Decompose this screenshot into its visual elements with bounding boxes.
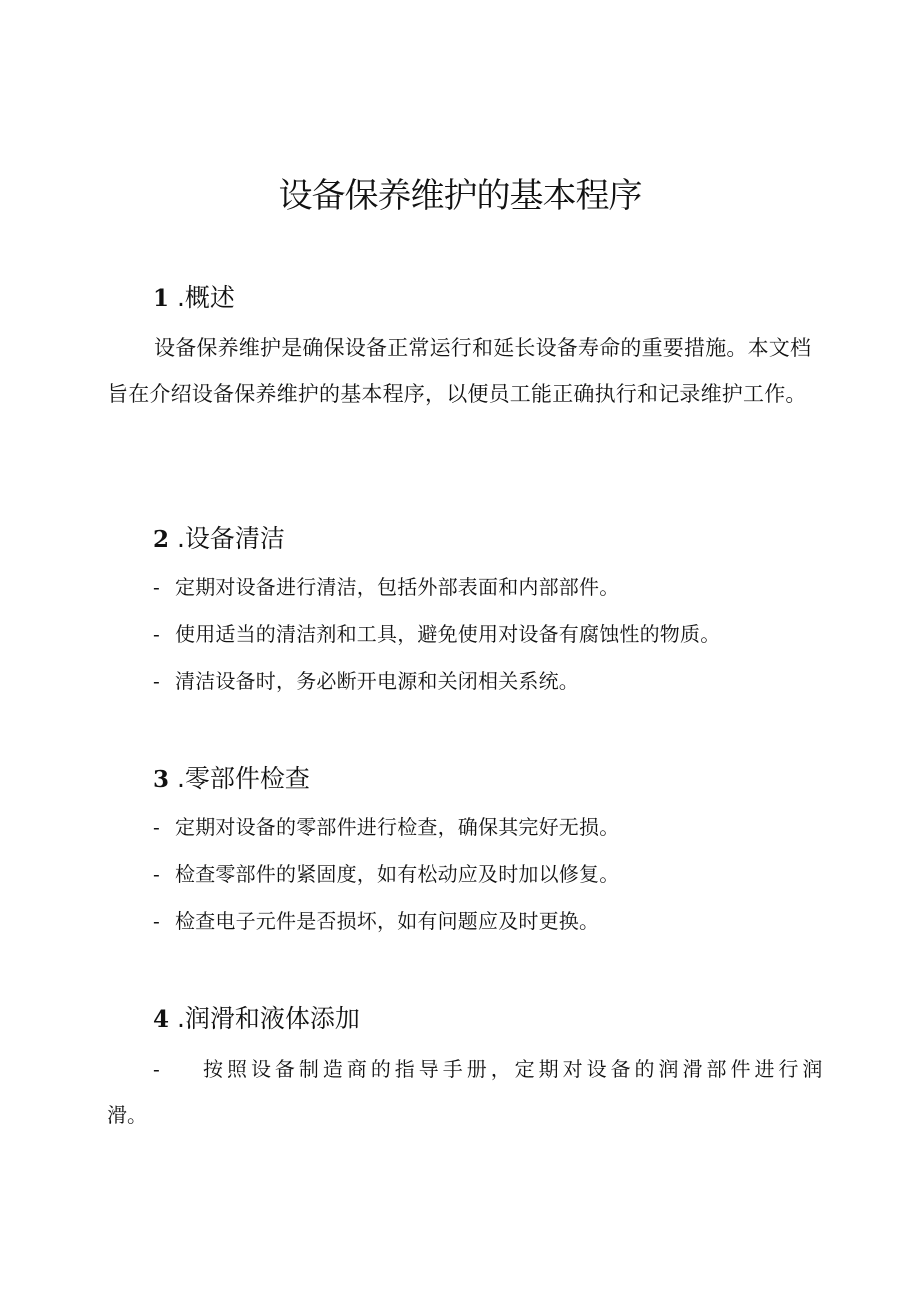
- list-item: [153, 898, 619, 945]
- section-heading: [153, 521, 285, 558]
- section-number: 4: [153, 1006, 170, 1033]
- section-number: 3: [153, 766, 170, 793]
- list-item: [153, 804, 619, 851]
- section-heading-text: .润滑和液体添加: [176, 1004, 360, 1033]
- list-item-text: 检查电子元件是否损坏，如有问题应及时更换。: [175, 909, 600, 933]
- cleaning-list: [153, 564, 720, 705]
- section-heading: [153, 761, 310, 798]
- list-item: [153, 658, 720, 705]
- section-heading-text: .概述: [176, 283, 235, 312]
- section-heading-text: .零部件检查: [176, 764, 310, 793]
- list-item-text: 检查零部件的紧固度，如有松动应及时加以修复。: [175, 862, 620, 886]
- bullet-dash: -: [153, 622, 160, 646]
- lubrication-item: [107, 1046, 823, 1138]
- list-item-text: 使用适当的清洁剂和工具，避免使用对设备有腐蚀性的物质。: [175, 622, 721, 646]
- section-number: 2: [153, 526, 170, 553]
- overview-paragraph: 设备保养维护是确保设备正常运行和延长设备寿命的重要措施。本文档旨在介绍设备保养维护的基本程序，以便员工能正确执行和记录维护工作。: [107, 336, 812, 406]
- bullet-dash: -: [153, 1057, 160, 1081]
- section-number: 1: [153, 285, 170, 312]
- document-title: 设备保养维护的基本程序: [278, 176, 642, 216]
- section-heading-text: .设备清洁: [176, 524, 285, 553]
- list-item-text: 清洁设备时，务必断开电源和关闭相关系统。: [175, 669, 579, 693]
- list-item-text: 按照设备制造商的指导手册，定期对设备的润滑部件进行润: [203, 1057, 823, 1081]
- list-item-text: 定期对设备进行清洁，包括外部表面和内部部件。: [175, 575, 620, 599]
- section-heading: [153, 1001, 360, 1038]
- inspection-list: [153, 804, 619, 945]
- bullet-dash: -: [153, 669, 160, 693]
- list-item-text: 定期对设备的零部件进行检查，确保其完好无损。: [175, 815, 620, 839]
- bullet-dash: -: [153, 862, 160, 886]
- bullet-dash: -: [153, 575, 160, 599]
- bullet-dash: -: [153, 815, 160, 839]
- lubrication-item-line: [107, 1046, 823, 1092]
- bullet-dash: -: [153, 909, 160, 933]
- list-item-text-continued: 滑。: [107, 1103, 147, 1127]
- section-heading: [153, 280, 235, 317]
- list-item: [153, 611, 720, 658]
- list-item: [153, 564, 720, 611]
- list-item: [153, 851, 619, 898]
